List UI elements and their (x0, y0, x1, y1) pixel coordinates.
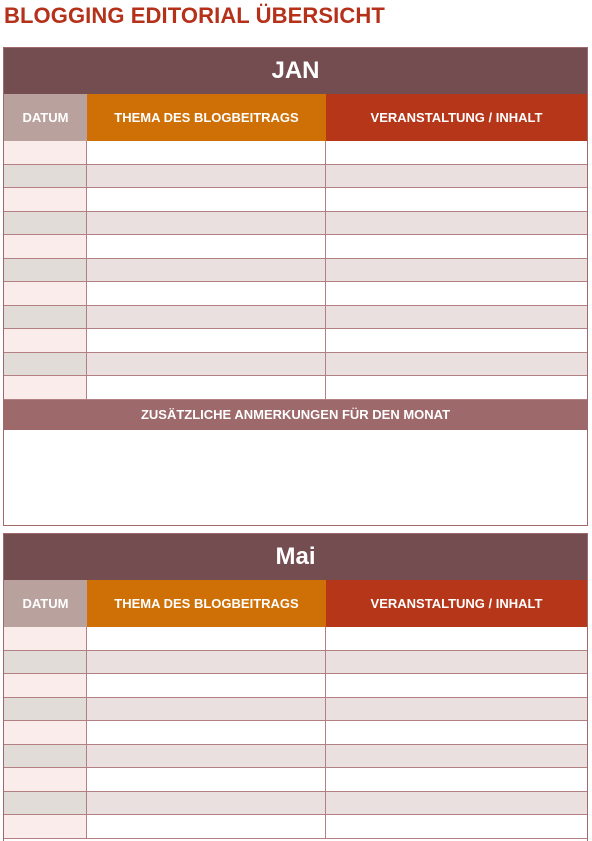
table-row (4, 259, 587, 283)
topic-cell[interactable] (87, 651, 326, 674)
page-title: BLOGGING EDITORIAL ÜBERSICHT (4, 3, 385, 28)
table-row (4, 792, 587, 816)
date-cell[interactable] (4, 674, 87, 697)
column-header-topic: THEMA DES BLOGBEITRAGS (87, 580, 326, 627)
event-cell[interactable] (326, 141, 587, 164)
date-cell[interactable] (4, 627, 87, 650)
date-cell[interactable] (4, 165, 87, 188)
event-cell[interactable] (326, 745, 587, 768)
column-header-topic: THEMA DES BLOGBEITRAGS (87, 94, 326, 141)
column-header-date: DATUM (4, 94, 87, 141)
topic-cell[interactable] (87, 627, 326, 650)
topic-cell[interactable] (87, 329, 326, 352)
month-header: JAN (4, 48, 587, 94)
date-cell[interactable] (4, 721, 87, 744)
table-row (4, 768, 587, 792)
date-cell[interactable] (4, 815, 87, 838)
date-cell[interactable] (4, 329, 87, 352)
table-rows (4, 627, 587, 839)
column-header-row (4, 580, 587, 627)
table-row (4, 188, 587, 212)
date-cell[interactable] (4, 212, 87, 235)
table-row (4, 721, 587, 745)
topic-cell[interactable] (87, 141, 326, 164)
event-cell[interactable] (326, 353, 587, 376)
topic-cell[interactable] (87, 815, 326, 838)
event-cell[interactable] (326, 768, 587, 791)
topic-cell[interactable] (87, 768, 326, 791)
date-cell[interactable] (4, 235, 87, 258)
table-row (4, 651, 587, 675)
topic-cell[interactable] (87, 674, 326, 697)
topic-cell[interactable] (87, 306, 326, 329)
table-row (4, 674, 587, 698)
table-row (4, 329, 587, 353)
event-cell[interactable] (326, 306, 587, 329)
table-row (4, 306, 587, 330)
table-row (4, 141, 587, 165)
date-cell[interactable] (4, 353, 87, 376)
event-cell[interactable] (326, 165, 587, 188)
date-cell[interactable] (4, 651, 87, 674)
topic-cell[interactable] (87, 353, 326, 376)
event-cell[interactable] (326, 188, 587, 211)
month-block-jan (3, 47, 588, 526)
table-row (4, 212, 587, 236)
event-cell[interactable] (326, 815, 587, 838)
date-cell[interactable] (4, 768, 87, 791)
event-cell[interactable] (326, 627, 587, 650)
topic-cell[interactable] (87, 792, 326, 815)
event-cell[interactable] (326, 674, 587, 697)
date-cell[interactable] (4, 698, 87, 721)
notes-header: ZUSÄTZLICHE ANMERKUNGEN FÜR DEN MONAT (4, 400, 587, 430)
event-cell[interactable] (326, 259, 587, 282)
month-header: Mai (4, 534, 587, 580)
topic-cell[interactable] (87, 745, 326, 768)
event-cell[interactable] (326, 792, 587, 815)
date-cell[interactable] (4, 376, 87, 399)
table-row (4, 376, 587, 400)
event-cell[interactable] (326, 329, 587, 352)
event-cell[interactable] (326, 651, 587, 674)
topic-cell[interactable] (87, 212, 326, 235)
topic-cell[interactable] (87, 282, 326, 305)
table-rows (4, 141, 587, 400)
column-header-date: DATUM (4, 580, 87, 627)
topic-cell[interactable] (87, 721, 326, 744)
table-row (4, 745, 587, 769)
table-row (4, 815, 587, 839)
topic-cell[interactable] (87, 376, 326, 399)
table-row (4, 282, 587, 306)
topic-cell[interactable] (87, 259, 326, 282)
table-row (4, 353, 587, 377)
column-header-row (4, 94, 587, 141)
topic-cell[interactable] (87, 165, 326, 188)
date-cell[interactable] (4, 259, 87, 282)
column-header-event: VERANSTALTUNG / INHALT (326, 580, 587, 627)
date-cell[interactable] (4, 188, 87, 211)
topic-cell[interactable] (87, 698, 326, 721)
table-row (4, 627, 587, 651)
topic-cell[interactable] (87, 188, 326, 211)
date-cell[interactable] (4, 745, 87, 768)
date-cell[interactable] (4, 141, 87, 164)
event-cell[interactable] (326, 721, 587, 744)
table-row (4, 698, 587, 722)
notes-area[interactable] (4, 430, 587, 523)
date-cell[interactable] (4, 306, 87, 329)
date-cell[interactable] (4, 282, 87, 305)
event-cell[interactable] (326, 698, 587, 721)
event-cell[interactable] (326, 235, 587, 258)
event-cell[interactable] (326, 212, 587, 235)
topic-cell[interactable] (87, 235, 326, 258)
table-row (4, 235, 587, 259)
event-cell[interactable] (326, 376, 587, 399)
date-cell[interactable] (4, 792, 87, 815)
table-row (4, 165, 587, 189)
event-cell[interactable] (326, 282, 587, 305)
month-block-mai (3, 533, 588, 841)
column-header-event: VERANSTALTUNG / INHALT (326, 94, 587, 141)
